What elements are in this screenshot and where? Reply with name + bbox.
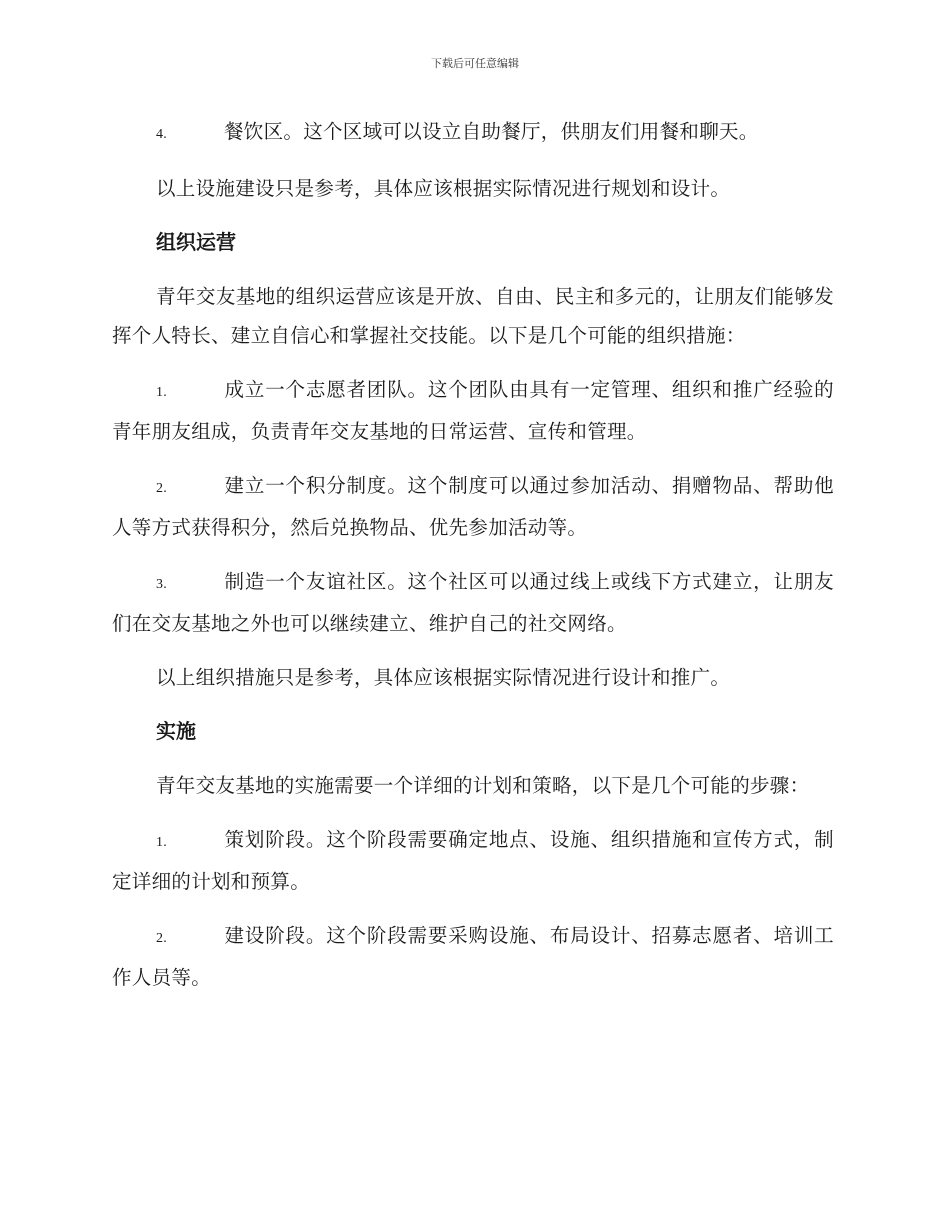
- implementation-item-2: [112, 916, 834, 997]
- list-item-text: 餐饮区。这个区域可以设立自助餐厅，供朋友们用餐和聊天。: [224, 120, 759, 143]
- page-header-note: 下载后可任意编辑: [431, 57, 519, 70]
- list-number: 1.: [156, 835, 168, 850]
- list-number: 2.: [156, 481, 168, 496]
- list-item-text: 建设阶段。这个阶段需要采购设施、布局设计、招募志愿者、培训工作人员等。: [112, 924, 834, 989]
- list-item-text: 建立一个积分制度。这个制度可以通过参加活动、捐赠物品、帮助他人等方式获得积分，然后兑换物品、优先参加活动等。: [112, 474, 834, 539]
- list-number: 2.: [156, 931, 168, 946]
- implementation-item-1: [112, 820, 834, 901]
- operations-item-2: [112, 466, 834, 547]
- list-item-text: 成立一个志愿者团队。这个团队由具有一定管理、组织和推广经验的青年朋友组成，负责青年交友基地的日常运营、宣传和管理。: [112, 378, 834, 443]
- operations-item-3: [112, 562, 834, 643]
- document-body: [112, 112, 834, 1012]
- section-heading-operations: 组织运营: [156, 230, 236, 254]
- list-number: 1.: [156, 385, 168, 400]
- operations-closing-paragraph: 以上组织措施只是参考，具体应该根据实际情况进行设计和推广。: [156, 666, 731, 689]
- operations-intro-paragraph: 青年交友基地的组织运营应该是开放、自由、民主和多元的，让朋友们能够发挥个人特长、建立自信心和掌握社交技能。以下是几个可能的组织措施：: [112, 285, 834, 347]
- facility-item-4: [112, 112, 834, 154]
- section-heading-implementation: 实施: [156, 719, 196, 743]
- operations-item-1: [112, 370, 834, 451]
- list-number: 3.: [156, 577, 168, 592]
- implementation-intro-paragraph: 青年交友基地的实施需要一个详细的计划和策略，以下是几个可能的步骤：: [156, 774, 810, 797]
- facilities-closing-paragraph: 以上设施建设只是参考，具体应该根据实际情况进行规划和设计。: [156, 177, 731, 200]
- list-item-text: 制造一个友谊社区。这个社区可以通过线上或线下方式建立，让朋友们在交友基地之外也可以继续建立、维护自己的社交网络。: [112, 570, 834, 635]
- list-number: 4.: [156, 127, 168, 142]
- list-item-text: 策划阶段。这个阶段需要确定地点、设施、组织措施和宣传方式，制定详细的计划和预算。: [112, 828, 834, 893]
